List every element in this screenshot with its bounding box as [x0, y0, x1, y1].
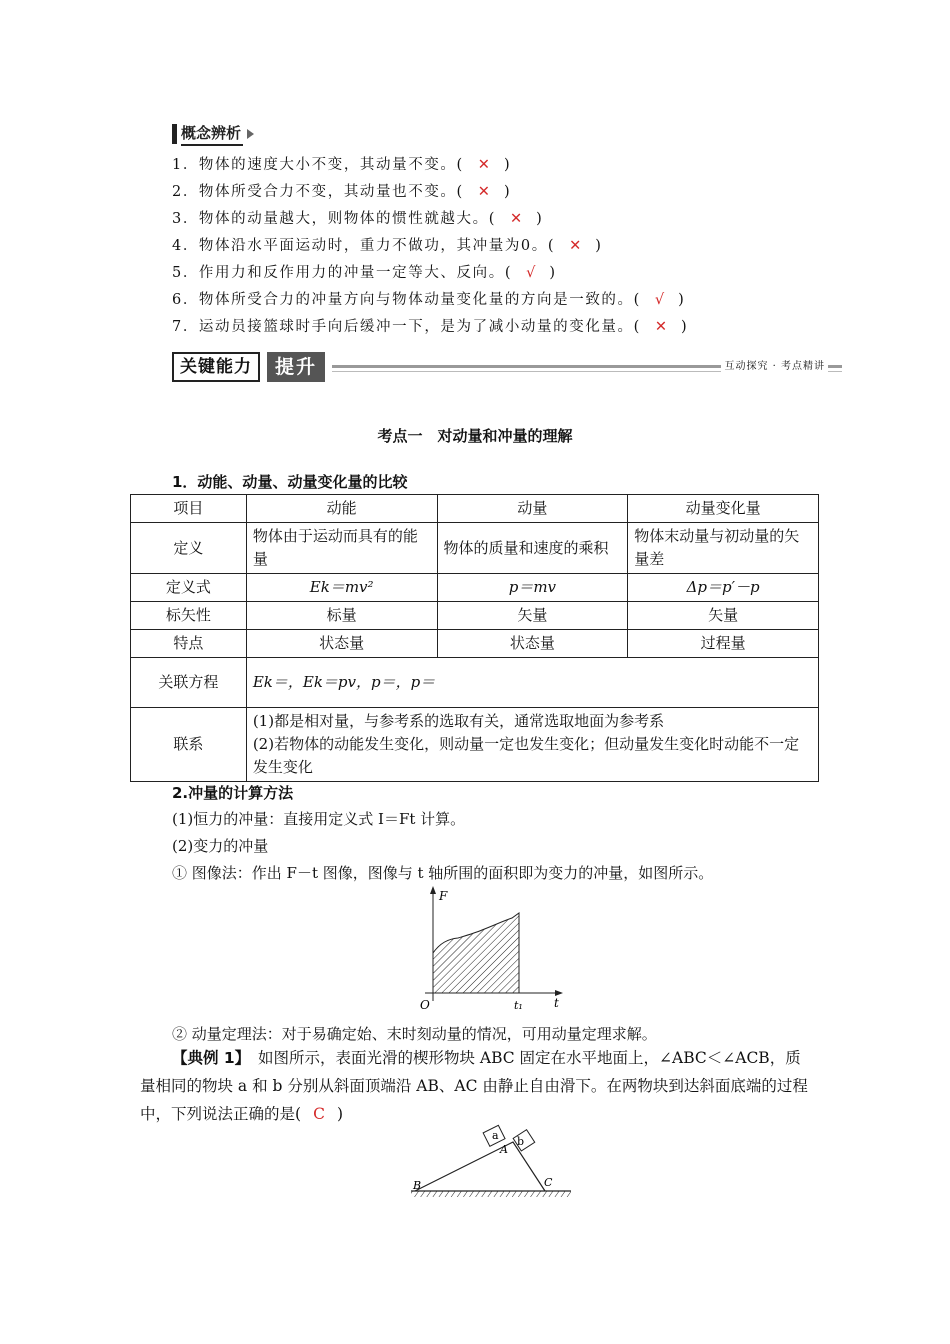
- table-cell: 项目: [131, 495, 247, 523]
- comparison-heading: 1．动能、动量、动量变化量的比较: [172, 473, 408, 491]
- concept-section-tag: [172, 123, 254, 145]
- origin-label: O: [420, 998, 430, 1012]
- table-row: [131, 574, 819, 602]
- table-cell: Δp＝p′－p: [628, 574, 819, 602]
- table-cell: 矢量: [628, 602, 819, 630]
- table-cell: 特点: [131, 630, 247, 658]
- table-cell: 关联方程: [131, 658, 247, 708]
- table-cell: 物体由于运动而具有的能量: [246, 523, 437, 574]
- label-B: B: [413, 1179, 422, 1192]
- table-cell: 联系: [131, 708, 247, 782]
- answer-mark: C: [313, 1105, 325, 1123]
- cross-mark-icon: ✕: [569, 238, 582, 254]
- table-cell: 动量: [437, 495, 628, 523]
- force-time-graph: [410, 883, 575, 1015]
- impulse-line-4: ② 动量定理法：对于易确定始、末时刻动量的情况，可用动量定理求解。: [172, 1025, 657, 1043]
- impulse-line-3: ① 图像法：作出 F－t 图像，图像与 t 轴所围的面积即为变力的冲量，如图所示。: [172, 864, 714, 882]
- section-banner: [172, 352, 842, 380]
- label-b: b: [517, 1135, 525, 1148]
- table-row: [131, 495, 819, 523]
- table-row: [131, 602, 819, 630]
- impulse-line-1: (1)恒力的冲量：直接用定义式 I＝Ft 计算。: [172, 810, 466, 828]
- table-cell: 标矢性: [131, 602, 247, 630]
- link-line: (2)若物体的动能发生变化，则动量一定也发生变化；但动量发生变化时动能不一定发生变化: [252, 735, 800, 776]
- table-cell: 定义式: [131, 574, 247, 602]
- cross-mark-icon: ✕: [509, 211, 523, 227]
- play-arrow-icon: [247, 129, 254, 139]
- table-cell: 动能: [246, 495, 437, 523]
- x-axis-label: t: [554, 996, 559, 1010]
- concept-item: 6．物体所受合力的冲量方向与物体动量变化量的方向是一致的。( √ ): [172, 292, 686, 308]
- wedge-figure: [405, 1123, 577, 1201]
- table-cell: 过程量: [628, 630, 819, 658]
- concept-tag-label: 概念辨析: [181, 122, 243, 146]
- concept-item: 4．物体沿水平面运动时，重力不做功，其冲量为0。( ✕ ): [172, 238, 603, 254]
- tag-bar: [172, 124, 177, 144]
- impulse-heading: 2.冲量的计算方法: [172, 784, 294, 802]
- table-cell: 物体末动量与初动量的矢量差: [628, 523, 819, 574]
- table-cell: 矢量: [437, 602, 628, 630]
- cross-mark-icon: ✕: [477, 184, 490, 200]
- comparison-table: [130, 494, 819, 782]
- table-row: [131, 658, 819, 708]
- label-a: a: [492, 1129, 499, 1142]
- table-cell: 物体的质量和速度的乘积: [437, 523, 628, 574]
- table-cell: p＝mv: [437, 574, 628, 602]
- table-cell: 定义: [131, 523, 247, 574]
- table-cell: Ek＝mv²: [246, 574, 437, 602]
- banner-highlight: 提升: [267, 352, 325, 382]
- y-axis-arrow: [430, 886, 436, 894]
- impulse-area: [433, 913, 519, 993]
- wedge-outline: [415, 1142, 545, 1191]
- concept-item: 3．物体的动量越大，则物体的惯性就越大。( ✕ ): [172, 211, 544, 227]
- label-C: C: [544, 1176, 553, 1189]
- table-cell: 状态量: [246, 630, 437, 658]
- concept-item: 2．物体所受合力不变，其动量也不变。( ✕ ): [172, 184, 512, 200]
- table-row: [131, 523, 819, 574]
- t1-label: t₁: [514, 999, 523, 1012]
- y-axis-label: F: [439, 889, 448, 903]
- cross-mark-icon: ✕: [654, 319, 668, 335]
- example-label: 【典例 1】: [172, 1049, 243, 1067]
- label-A: A: [500, 1143, 508, 1156]
- concept-item: 5．作用力和反作用力的冲量一定等大、反向。( √ ): [172, 265, 557, 281]
- table-cell: 标量: [246, 602, 437, 630]
- table-cell: 动量变化量: [628, 495, 819, 523]
- impulse-line-2: (2)变力的冲量: [172, 837, 269, 855]
- concept-item: 1．物体的速度大小不变，其动量不变。( ✕ ): [172, 157, 512, 173]
- cross-mark-icon: ✕: [477, 157, 490, 173]
- table-cell: [246, 708, 818, 782]
- table-row: [131, 708, 819, 782]
- example-text: 如图所示，表面光滑的楔形物块 ABC 固定在水平地面上，∠ABC＜∠ACB，质量相同的物块 a 和 b 分别从斜面顶端沿 AB、AC 由静止自由滑下。在两物块到达斜面底端的过程中，下列说法正确的是(: [140, 1049, 808, 1123]
- check-mark-icon: √: [526, 265, 536, 281]
- table-cell: Ek＝，Ek＝pv，p＝，p＝: [246, 658, 818, 708]
- ground-hatch: [411, 1191, 571, 1197]
- check-mark-icon: √: [654, 292, 665, 308]
- example-1: 【典例 1】 如图所示，表面光滑的楔形物块 ABC 固定在水平地面上，∠ABC＜∠ACB，质量相同的物块 a 和 b 分别从斜面顶端沿 AB、AC 由静止自由滑下。在两物块到达斜面底端的过程中，下列说法正确的是( C ): [140, 1049, 808, 1123]
- topic-title: 考点一 对动量和冲量的理解: [377, 427, 573, 445]
- table-row: [131, 630, 819, 658]
- link-line: (1)都是相对量，与参考系的选取有关，通常选取地面为参考系: [252, 712, 665, 730]
- banner-title: 关键能力: [172, 352, 260, 382]
- concept-item: 7．运动员接篮球时手向后缓冲一下，是为了减小动量的变化量。( ✕ ): [172, 319, 689, 335]
- table-cell: 状态量: [437, 630, 628, 658]
- banner-subtitle: 互动探究 · 考点精讲: [721, 357, 828, 372]
